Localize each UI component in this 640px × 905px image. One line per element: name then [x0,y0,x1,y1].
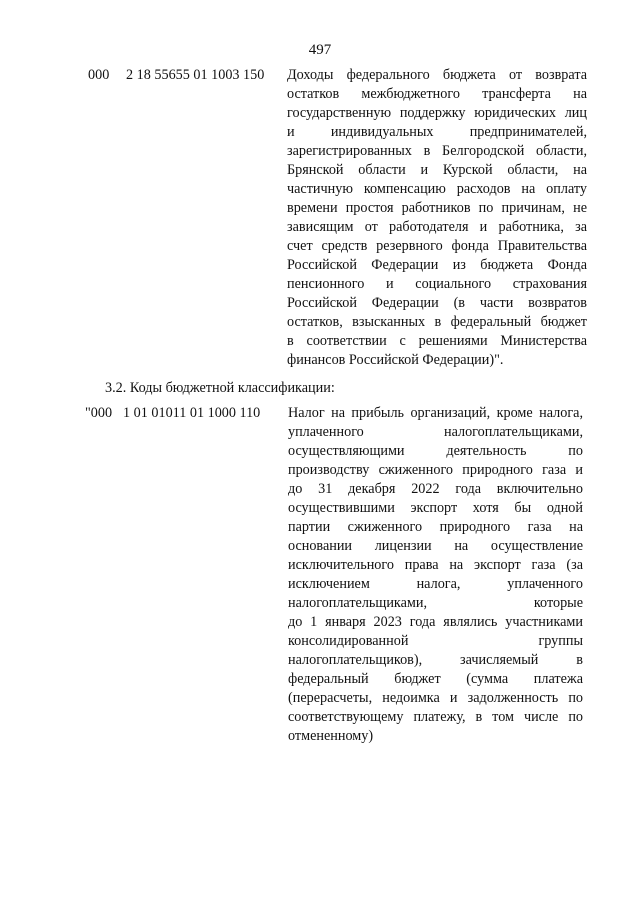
description-line: консолидированной группы [288,633,583,649]
description-line: государственную поддержку юридических лиц [287,105,587,121]
description-line: зависящим от работодателя и работника, за [287,219,587,235]
description-line: осуществившими экспорт хотя бы одной [288,500,583,516]
section-heading: 3.2. Коды бюджетной классификации: [105,380,335,396]
description-line: налогоплательщиками, которые [288,595,583,611]
description-line: Российской Федерации (в части возвратов [287,295,587,311]
description-line: исключением налога, уплаченного [288,576,583,592]
description-line: пенсионного и социального страхования [287,276,587,292]
description-line: Доходы федерального бюджета от возврата [287,67,587,83]
classification-entry [88,66,588,386]
description-line: зарегистрированных в Белгородской области, [287,143,587,159]
description-line: федеральный бюджет (сумма платежа [288,671,583,687]
description-line: Российской Федерации из бюджета Фонда [287,257,587,273]
budget-code: 1 01 01011 01 1000 110 [123,405,261,421]
budget-code: 2 18 55655 01 1003 150 [126,67,265,83]
description-line: осуществляющими деятельность по [288,443,583,459]
description-line: Брянской области и Курской области, на [287,162,587,178]
description-line: Налог на прибыль организаций, кроме налога, [288,405,583,421]
description-line: финансов Российской Федерации)". [287,352,504,368]
description-line: партии сжиженного природного газа на [288,519,583,535]
description-line: соответствующему платежу, в том числе по [288,709,583,725]
description-line: до 1 января 2023 года являлись участниками [288,614,583,630]
description-line: отмененному) [288,728,374,744]
description-line: остатков, взысканных в федеральный бюджет [287,314,587,330]
code-prefix: 000 [88,67,110,83]
page-number: 497 [308,42,332,58]
description-line: налогоплательщиков), зачисляемый в [288,652,583,668]
description-line: остатков межбюджетного трансферта на [287,86,587,102]
description-line: исключительного права на экспорт газа (за [288,557,583,573]
entry-description [288,404,583,746]
description-line: и индивидуальных предпринимателей, [287,124,587,140]
description-line: в соответствии с решениями Министерства [287,333,587,349]
code-prefix: "000 [85,405,113,421]
description-line: до 31 декабря 2022 года включительно [288,481,583,497]
description-line: производству сжиженного природного газа и [288,462,583,478]
description-line: (перерасчеты, недоимка и задолженность по [288,690,583,706]
entry-description [287,66,587,370]
description-line: частичную компенсацию расходов на оплату [287,181,587,197]
description-line: времени простоя работников по причинам, не [287,200,587,216]
description-line: счет средств резервного фонда Правительства [287,238,587,254]
description-line: уплаченного налогоплательщиками, [288,424,583,440]
description-line: основании лицензии на осуществление [288,538,583,554]
classification-entry [85,404,585,764]
